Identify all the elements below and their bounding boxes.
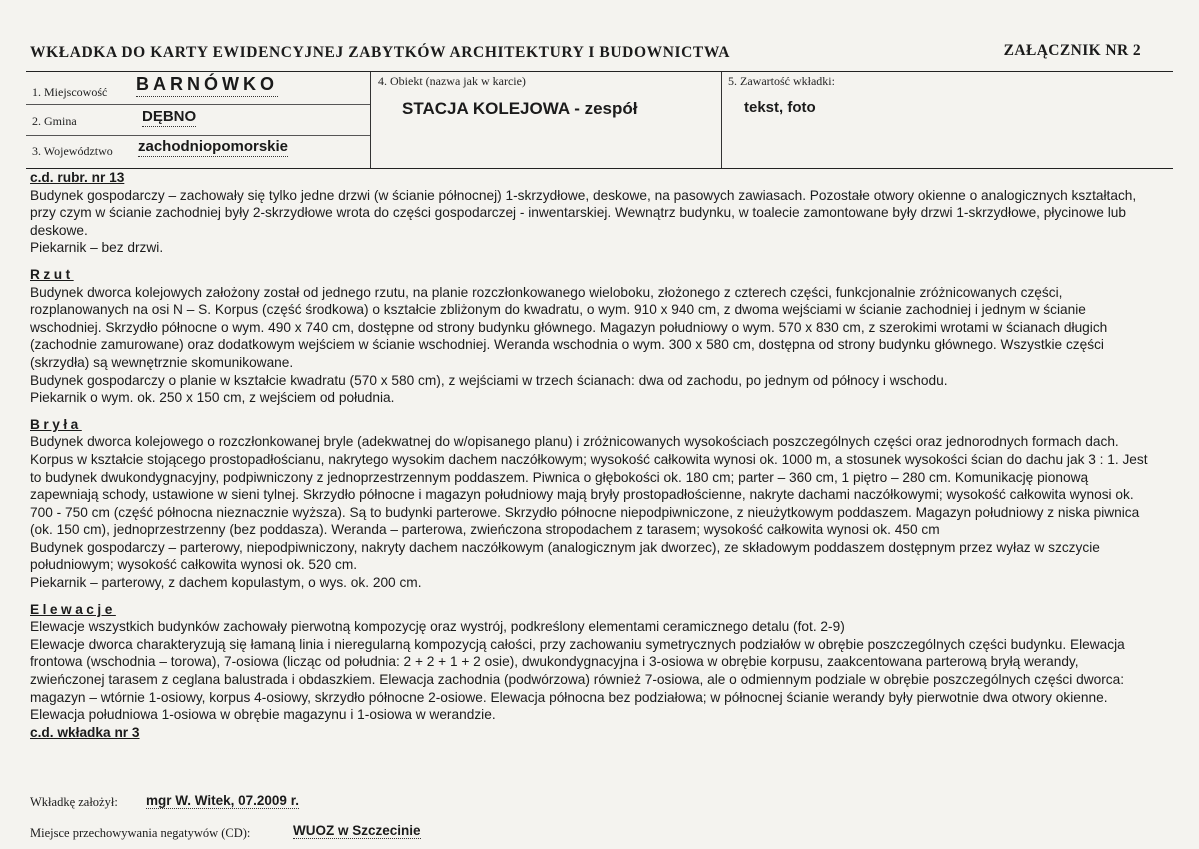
- rzut-paragraph: Budynek dworca kolejowych założony został od jednego rzutu, na planie rozczłonkowanego wieloboku, złożonego z czterech części, funkcjonalnie zróżnicowanych części, rozplanowanych na osi N – S. Korpus (część środkowa) o kształcie zbliżonym do kwadratu, o wym. 910 x 940 cm, z dwoma wejściami w ścianie zachodniej i jednym w ścianie wschodniej. Skrzydło północne o wym. 490 x 740 cm, dostępne od strony budynku głównego. Magazyn południowy o wym. 570 x 830 cm, z szerokimi wrotami w ścianach długich (zachodnie zamurowane) oraz dodatkowym wejściem w ścianie wschodniej. Weranda wschodnia o wym. 300 x 580 cm, dostępna od strony budynku głównego. Wszystkie części (skrzydła) są wewnętrznie skomunikowane.: [30, 284, 1108, 370]
- section-heading-elewacje: Elewacje: [30, 601, 116, 617]
- bryla-paragraph: Budynek gospodarczy – parterowy, niepodpiwniczony, nakryty dachem naczółkowym (analogicznym jak dworzec), ze składowym poddaszem dostępnym przez wyłaz w szczycie południowym; wysokość całkowita wynosi ok. 520 cm.: [30, 539, 1100, 573]
- storage-label: Miejsce przechowywania negatywów (CD):: [30, 826, 251, 840]
- commune-label: 2. Gmina: [32, 114, 77, 128]
- column-divider: [370, 72, 371, 168]
- document-body: [30, 169, 1150, 741]
- continuation-paragraph: Budynek gospodarczy – zachowały się tylko jedne drzwi (w ścianie północnej) 1-skrzydłowe, deskowe, na pasowych zawiasach. Pozostałe otwory okienne o analogicznych kształtach, przy czym w ścianie zachodniej były 2-skrzydłowe wrota do części gospodarczej - inwentarskiej. Wewnątrz budynku, w toalecie zamontowane były drzwi 1-skrzydłowe, płycinowe lub deskowe.: [30, 187, 1137, 238]
- form-fields-box: [26, 71, 1173, 169]
- continuation-paragraph: Piekarnik – bez drzwi.: [30, 240, 164, 256]
- continuation-heading: c.d. rubr. nr 13: [30, 170, 125, 185]
- author-label: Wkładkę założył:: [30, 795, 118, 809]
- contents-value: tekst, foto: [744, 99, 816, 116]
- section-heading-bryla: Bryła: [30, 416, 82, 432]
- location-value: BARNÓWKO: [136, 74, 278, 97]
- row-divider: [26, 104, 370, 105]
- section-heading-rzut: Rzut: [30, 266, 74, 282]
- contents-label: 5. Zawartość wkładki:: [728, 74, 835, 88]
- location-label: 1. Miejscowość: [32, 85, 108, 99]
- elewacje-paragraph: Elewacje dworca charakteryzują się łamaną linia i nieregularną kompozycją całości, przy zachowaniu symetrycznych podziałów w obrębie poszczególnych części budynku. Elewacja frontowa (wschodnia – torowa), 7-osiowa (licząc od południa: 2 + 2 + 1 + 2 osie), dwukondygnacyjna i 3-osiowa w obrębie korpusu, zaakcentowana parterową bryłą werandy, zwieńczonej tarasem z ceglana balustrada i obdaszkiem. Elewacja zachodnia (podwórzowa) również 7-osiowa, ale o odmiennym podziale w obrębie poszczególnych części dworca: magazyn – wtórnie 1-osiowy, korpus 4-osiowy, skrzydło północne 2-osiowe. Elewacja północna bez podziałowa; w północnej ścianie werandy były pierwotnie dwa otwory okienne. Elewacja południowa 1-osiowa w obrębie magazynu i 1-osiowa w werandzie.: [30, 636, 1125, 723]
- object-value: STACJA KOLEJOWA - zespół: [402, 99, 638, 118]
- elewacje-paragraph: Elewacje wszystkich budynków zachowały pierwotną kompozycję oraz wystrój, podkreślony elementami ceramicznego detalu (fot. 2-9): [30, 619, 845, 635]
- rzut-paragraph: Budynek gospodarczy o planie w kształcie kwadratu (570 x 580 cm), z wejściami w trzech ścianach: dwa od zachodu, po jednym od północy i wschodu.: [30, 372, 948, 388]
- document-title: WKŁADKA DO KARTY EWIDENCYJNEJ ZABYTKÓW ARCHITEKTURY I BUDOWNICTWA: [30, 44, 731, 61]
- continues-heading: c.d. wkładka nr 3: [30, 724, 140, 740]
- voivodeship-value: zachodniopomorskie: [138, 138, 289, 155]
- storage-value: WUOZ w Szczecinie: [293, 823, 421, 838]
- author-value: mgr W. Witek, 07.2009 r.: [146, 793, 299, 808]
- rzut-paragraph: Piekarnik o wym. ok. 250 x 150 cm, z wejściem od południa.: [30, 390, 395, 406]
- bryla-paragraph: Budynek dworca kolejowego o rozczłonkowanej bryle (adekwatnej do w/opisanego planu) i zróżnicowanych wysokościach poszczególnych części oraz jednorodnych formach dach. Korpus w kształcie stojącego prostopadłościanu, nakrytego wysokim dachem naczółkowym; wysokość całkowita wynosi ok. 1000 m, a stosunek wysokości ścian do dachu jak 3 : 1. Jest to budynek dwukondygnacyjny, podpiwniczony z jednoprzestrzennym poddaszem. Piwnica o głębokości ok. 180 cm; parter – 360 cm, 1 piętro – 280 cm. Komunikację pionową zapewniają schody, ustawione w sieni tylnej. Skrzydło północne i magazyn południowy mają bryły prostopadłościenne, nakryte dachami naczółkowymi; wysokość całkowita wynosi ok. 700 - 750 cm (część północna nieznacznie wyższa). Są to budynki parterowe. Skrzydło północne niepodpiwniczone, z nieużytkowym poddaszem. Magazyn południowy z niska piwnica (ok. 150 cm), jednoprzestrzenny (bez poddasza). Weranda – parterowa, zwieńczona stropodachem z tarasem; wysokość całkowita wynosi ok. 450 cm: [30, 434, 1148, 538]
- voivodeship-label: 3. Województwo: [32, 144, 113, 158]
- row-divider: [26, 135, 370, 136]
- column-divider: [721, 72, 722, 168]
- annex-number: ZAŁĄCZNIK NR 2: [1003, 42, 1141, 59]
- commune-value: DĘBNO: [142, 108, 197, 125]
- object-label: 4. Obiekt (nazwa jak w karcie): [378, 74, 526, 88]
- bryla-paragraph: Piekarnik – parterowy, z dachem kopulastym, o wys. ok. 200 cm.: [30, 575, 422, 591]
